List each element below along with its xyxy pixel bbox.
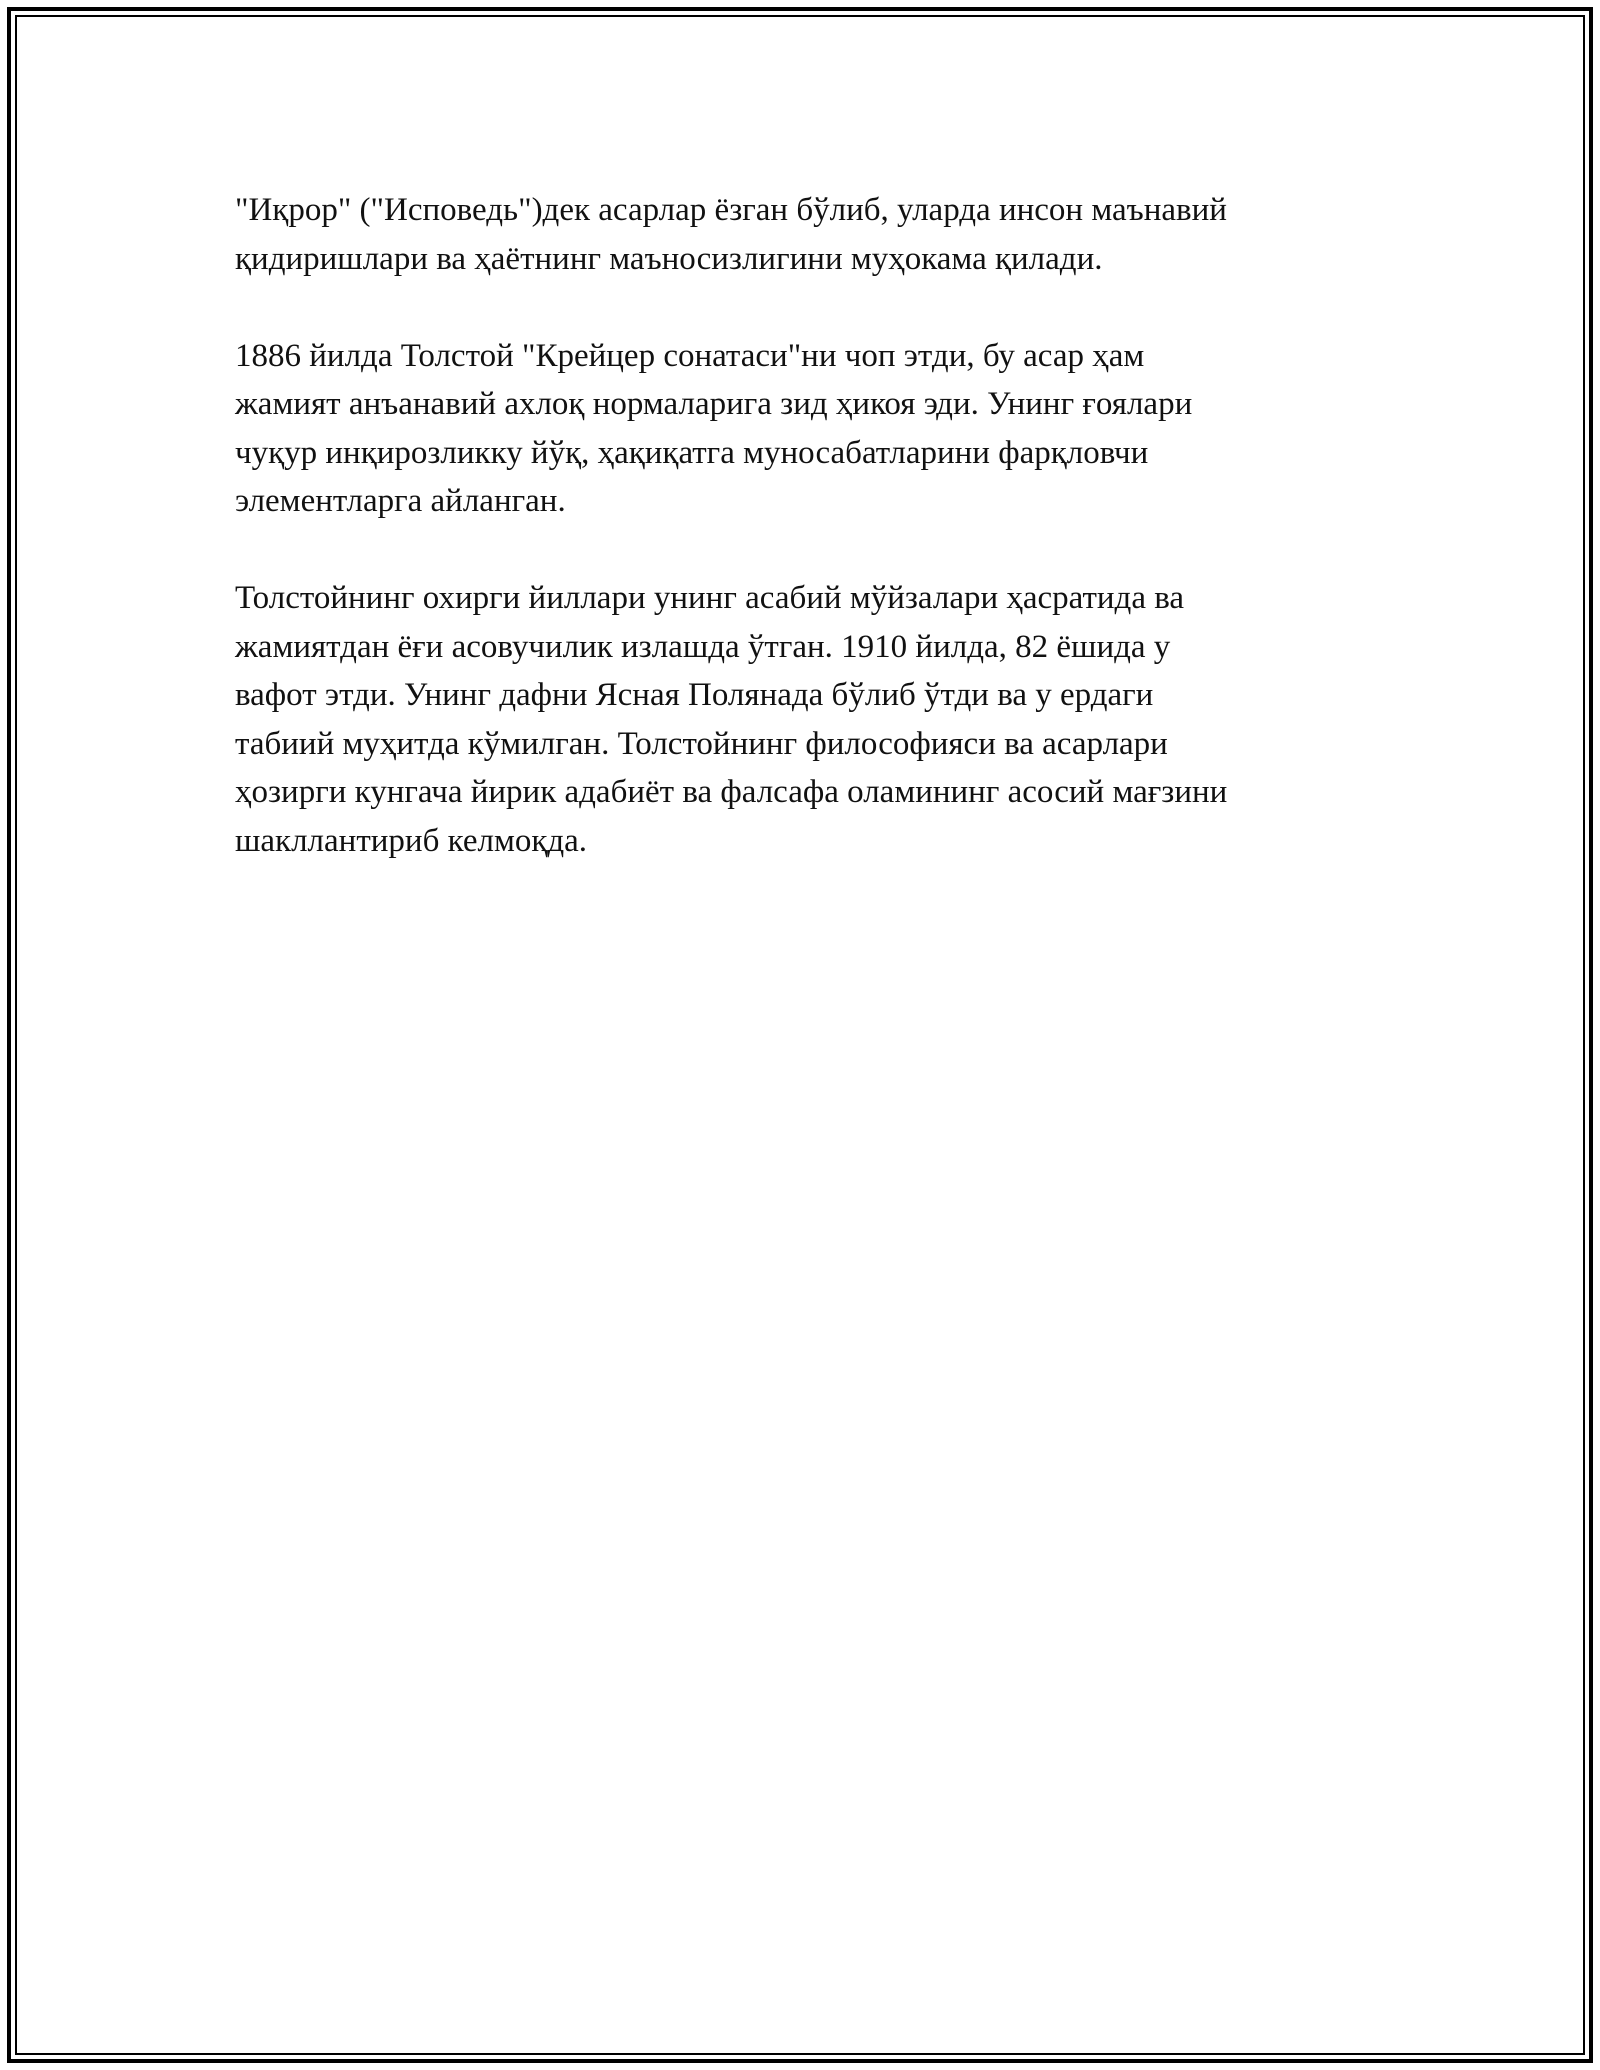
paragraph-1: "Иқрор" ("Исповедь")дек асарлар ёзган бўлиб, уларда инсон маънавий қидиришлари ва ҳаётнинг маъносизлигини муҳокама қилади. <box>235 192 1227 277</box>
paragraph-3: Толстойнинг охирги йиллари унинг асабий мўйзалари ҳасратида ва жамиятдан ёғи асовучилик излашда ўтган. 1910 йилда, 82 ёшида у вафот этди. Унинг дафни Ясная Полянада бўлиб ўтди ва у ердаги табиий муҳитда кўмилган. Толстойнинг философияси ва асарлари ҳозирги кунгача йирик адабиёт ва фалсафа оламининг асосий мағзини шакллантириб келмоқда. <box>235 580 1228 859</box>
document-body <box>235 186 1365 914</box>
paragraph-2: 1886 йилда Толстой "Крейцер сонатаси"ни чоп этди, бу асар ҳам жамият анъанавий ахлоқ нормаларига зид ҳикоя эди. Унинг ғоялари чуқур инқирозликку йўқ, ҳақиқатга муносабатларини фарқловчи элементларга айланган. <box>235 337 1193 519</box>
